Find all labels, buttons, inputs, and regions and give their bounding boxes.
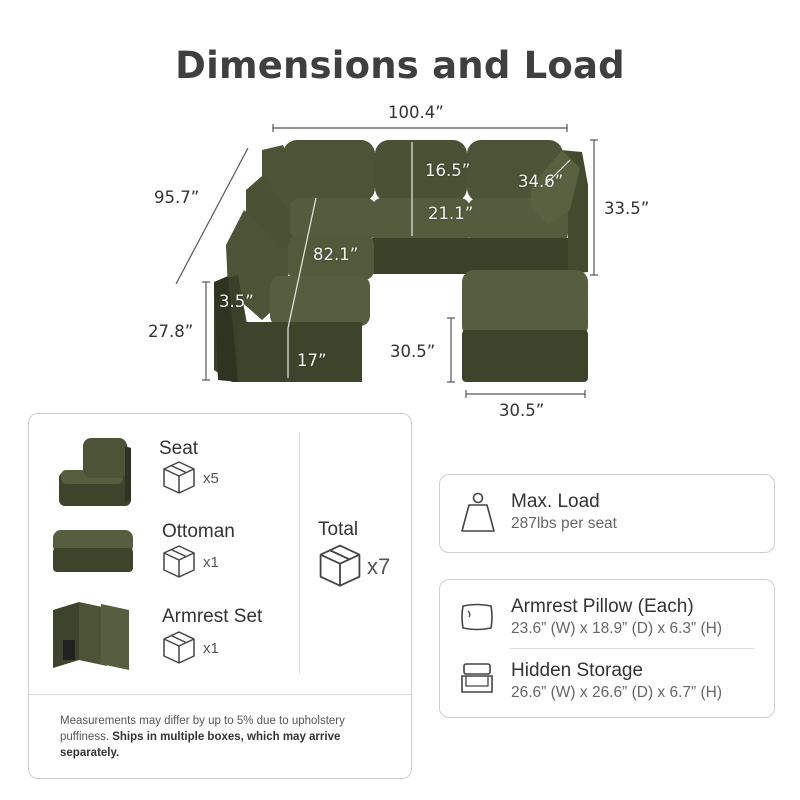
- armrest-label: Armrest Set: [162, 606, 263, 627]
- dim-total-height: 33.5”: [604, 199, 650, 218]
- dim-seat-height: 17”: [297, 351, 327, 370]
- dim-back-height: 16.5”: [425, 161, 471, 180]
- box-icon: [162, 630, 196, 664]
- dim-arm-width: 3.5”: [219, 292, 254, 311]
- box-icon: [318, 542, 362, 588]
- box-icon: [162, 460, 196, 494]
- pillow-title: Armrest Pillow (Each): [511, 596, 694, 617]
- ottoman-qty: x1: [203, 554, 219, 571]
- load-title: Max. Load: [511, 491, 600, 512]
- dim-total-depth: 95.7”: [154, 188, 200, 207]
- pillow-value: 23.6” (W) x 18.9” (D) x 6.3” (H): [511, 620, 722, 637]
- seat-image: [55, 434, 135, 510]
- dim-inner-length: 82.1”: [313, 245, 359, 264]
- card-divider: [29, 694, 411, 695]
- seat-qty: x5: [203, 470, 219, 487]
- dim-arm-height: 27.8”: [148, 322, 194, 341]
- storage-icon: [460, 662, 494, 696]
- specs-divider: [510, 648, 754, 649]
- note-text: Measurements may differ by up to 5% due to upholstery puffiness.: [60, 715, 345, 743]
- dim-ottoman-height: 30.5”: [390, 342, 436, 361]
- ottoman-label: Ottoman: [162, 521, 235, 542]
- column-divider: [299, 432, 300, 674]
- total-label: Total: [318, 519, 359, 540]
- dim-pillow-width: 34.6”: [518, 172, 564, 191]
- dim-seat-depth: 21.1”: [428, 204, 474, 223]
- storage-value: 26.6” (W) x 26.6” (D) x 6.7” (H): [511, 684, 722, 701]
- pillow-icon: [460, 602, 494, 632]
- armrest-qty: x1: [203, 640, 219, 657]
- dim-ottoman-width: 30.5”: [499, 401, 545, 420]
- total-qty: x7: [367, 554, 391, 579]
- seat-label: Seat: [159, 438, 199, 459]
- armrest-image: [49, 600, 133, 672]
- weight-icon: [460, 491, 496, 533]
- components-card: [28, 413, 412, 779]
- ottoman-image: [51, 528, 135, 574]
- shipping-note: [60, 713, 360, 761]
- specs-card: [439, 579, 775, 718]
- note-bold: Ships in multiple boxes, which may arrive separately.: [60, 731, 341, 759]
- load-value: 287lbs per seat: [511, 515, 617, 532]
- storage-title: Hidden Storage: [511, 660, 644, 681]
- load-card: [439, 474, 775, 553]
- dim-total-width: 100.4”: [388, 103, 444, 122]
- box-icon: [162, 544, 196, 578]
- page-title: Dimensions and Load: [175, 44, 625, 87]
